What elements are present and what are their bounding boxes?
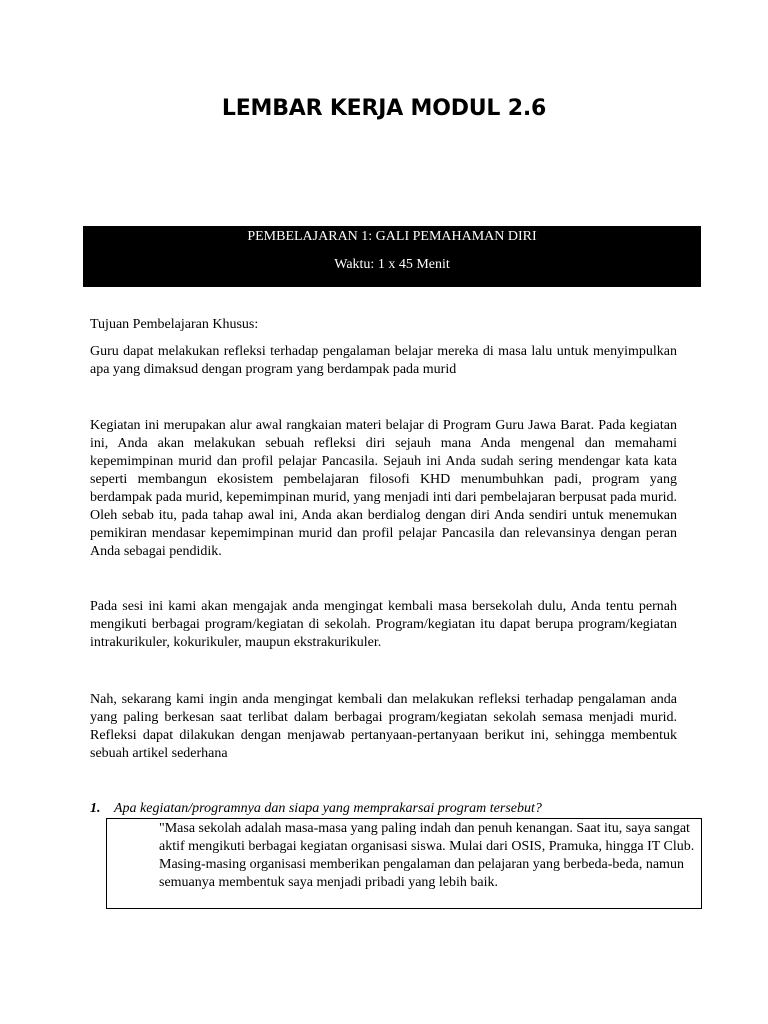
objective-heading: Tujuan Pembelajaran Khusus: bbox=[90, 317, 259, 332]
objective-text: Guru dapat melakukan refleksi terhadap pengalaman belajar mereka di masa lalu untuk menyimpulkan apa yang dimaksud dengan program yang berdampak pada murid bbox=[90, 344, 677, 377]
question-1-text: Apa kegiatan/programnya dan siapa yang memprakarsai program tersebut? bbox=[114, 801, 542, 816]
intro-paragraph-1: Kegiatan ini merupakan alur awal rangkaian materi belajar di Program Guru Jawa Barat. Pada kegiatan ini, Anda akan melakukan sebuah refleksi diri sejauh mana Anda mengenal dan memahami kepemimpinan murid dan profil pelajar Pancasila. Sejauh ini Anda sudah sering mendengar kata kata seperti membangun ekosistem pembelajaran filosofi KHD menumbuhkan padi, program yang berdampak pada murid, kepemimpinan murid, yang menjadi inti dari pembelajaran berpusat pada murid. Oleh sebab itu, pada tahap awal ini, Anda akan berdialog dengan diri Anda sendiri untuk menemukan pemikiran mendasar kepemimpinan murid dan profil pelajar Pancasila dan relevansinya dengan peran Anda sebagai pendidik. bbox=[90, 418, 677, 559]
lesson-banner bbox=[83, 226, 701, 287]
answer-box-1[interactable] bbox=[106, 818, 702, 909]
question-1-number: 1. bbox=[90, 801, 101, 816]
intro-paragraph-3: Nah, sekarang kami ingin anda mengingat kembali dan melakukan refleksi terhadap pengalaman anda yang paling berkesan saat terlibat dalam berbagai program/kegiatan sekolah semasa menjadi murid. Refleksi dapat dilakukan dengan menjawab pertanyaan-pertanyaan berikut ini, sehingga membentuk sebuah artikel sederhana bbox=[90, 692, 677, 761]
question-1 bbox=[90, 800, 690, 818]
answer-1-text: "Masa sekolah adalah masa-masa yang paling indah dan penuh kenangan. Saat itu, saya sangat aktif mengikuti berbagai kegiatan organisasi siswa. Mulai dari OSIS, Pramuka, hingga IT Club. Masing-masing organisasi memberikan pengalaman dan pelajaran yang berbeda-beda, namun semuanya membentuk saya menjadi pribadi yang lebih baik. bbox=[159, 821, 695, 890]
page-title: LEMBAR KERJA MODUL 2.6 bbox=[221, 96, 547, 121]
intro-paragraph-2: Pada sesi ini kami akan mengajak anda mengingat kembali masa bersekolah dulu, Anda tentu pernah mengikuti berbagai program/kegiatan di sekolah. Program/kegiatan itu dapat berupa program/kegiatan intrakurikuler, kokurikuler, maupun ekstrakurikuler. bbox=[90, 599, 677, 650]
lesson-banner-title: PEMBELAJARAN 1: GALI PEMAHAMAN DIRI bbox=[247, 229, 537, 244]
lesson-banner-duration: Waktu: 1 x 45 Menit bbox=[334, 257, 450, 272]
